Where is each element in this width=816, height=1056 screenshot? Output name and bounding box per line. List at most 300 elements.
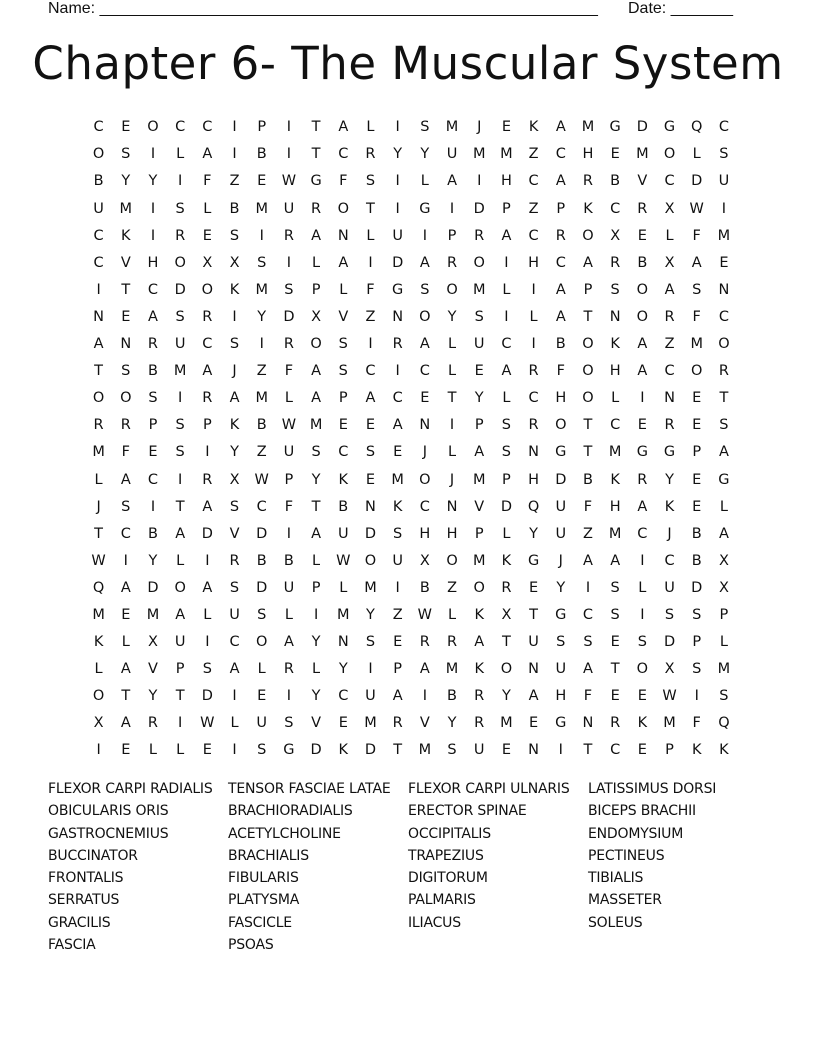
grid-letter[interactable]: T [719, 390, 729, 407]
grid-letter[interactable]: O [555, 417, 567, 434]
grid-letter[interactable]: P [311, 579, 321, 596]
grid-letter[interactable]: O [120, 390, 132, 407]
grid-letter[interactable]: I [531, 281, 536, 298]
grid-letter[interactable]: E [338, 715, 348, 732]
grid-letter[interactable]: S [121, 146, 131, 163]
grid-letter[interactable]: X [501, 606, 512, 623]
grid-letter[interactable]: T [94, 525, 104, 542]
grid-letter[interactable]: Y [257, 308, 267, 325]
grid-letter[interactable]: A [120, 471, 131, 488]
grid-letter[interactable]: B [691, 552, 702, 569]
grid-letter[interactable]: I [422, 688, 427, 705]
grid-letter[interactable]: U [718, 173, 730, 190]
grid-letter[interactable]: M [663, 715, 676, 732]
grid-letter[interactable]: L [257, 661, 266, 678]
grid-letter[interactable]: S [311, 444, 321, 461]
grid-letter[interactable]: L [284, 606, 293, 623]
grid-letter[interactable]: L [420, 173, 429, 190]
grid-letter[interactable]: I [585, 579, 591, 596]
grid-letter[interactable]: L [502, 390, 511, 407]
grid-letter[interactable]: A [120, 715, 131, 732]
grid-letter[interactable]: K [637, 715, 648, 732]
grid-letter[interactable]: M [391, 471, 404, 488]
grid-letter[interactable]: K [474, 661, 484, 678]
grid-letter[interactable]: E [121, 119, 131, 136]
grid-letter[interactable]: W [417, 606, 433, 623]
grid-letter[interactable]: I [694, 688, 699, 705]
grid-letter[interactable]: R [474, 688, 485, 705]
grid-letter[interactable]: A [610, 552, 621, 569]
grid-letter[interactable]: A [528, 688, 539, 705]
grid-letter[interactable]: L [203, 606, 212, 623]
grid-letter[interactable]: I [96, 742, 101, 759]
grid-letter[interactable]: A [691, 254, 702, 271]
grid-letter[interactable]: I [232, 146, 237, 163]
grid-letter[interactable]: O [473, 579, 485, 596]
grid-letter[interactable]: A [555, 281, 566, 298]
grid-letter[interactable]: Y [311, 688, 321, 705]
grid-letter[interactable]: R [202, 308, 213, 325]
grid-letter[interactable]: A [718, 525, 729, 542]
grid-letter[interactable]: L [176, 742, 185, 759]
grid-letter[interactable]: C [365, 363, 376, 380]
grid-letter[interactable]: U [473, 742, 485, 759]
grid-letter[interactable]: S [447, 742, 457, 759]
grid-letter[interactable]: M [445, 661, 459, 678]
grid-letter[interactable]: C [202, 119, 213, 136]
grid-letter[interactable]: N [337, 634, 349, 651]
grid-letter[interactable]: I [286, 119, 292, 136]
grid-letter[interactable]: C [555, 254, 566, 271]
grid-letter[interactable]: N [528, 742, 540, 759]
grid-letter[interactable]: U [528, 634, 539, 651]
grid-letter[interactable]: R [283, 661, 294, 678]
grid-letter[interactable]: I [259, 227, 264, 244]
grid-letter[interactable]: I [205, 444, 210, 461]
grid-letter[interactable]: O [337, 200, 349, 217]
grid-letter[interactable]: D [555, 471, 567, 488]
grid-letter[interactable]: E [692, 498, 702, 515]
grid-letter[interactable]: C [338, 444, 349, 461]
grid-letter[interactable]: C [555, 146, 566, 163]
grid-letter[interactable]: N [718, 281, 730, 298]
grid-letter[interactable]: I [640, 552, 645, 569]
grid-letter[interactable]: I [286, 688, 292, 705]
grid-letter[interactable]: R [582, 173, 593, 190]
grid-letter[interactable]: U [392, 552, 403, 569]
grid-letter[interactable]: E [610, 634, 620, 651]
grid-letter[interactable]: R [283, 227, 294, 244]
grid-letter[interactable]: V [311, 715, 322, 732]
grid-letter[interactable]: L [312, 552, 321, 569]
grid-letter[interactable]: S [175, 444, 185, 461]
grid-letter[interactable]: N [337, 227, 349, 244]
grid-letter[interactable]: Y [311, 471, 321, 488]
grid-letter[interactable]: T [393, 742, 403, 759]
grid-letter[interactable]: B [147, 363, 158, 380]
grid-letter[interactable]: C [175, 119, 186, 136]
grid-letter[interactable]: K [392, 498, 403, 515]
grid-letter[interactable]: R [637, 200, 648, 217]
grid-letter[interactable]: M [445, 119, 459, 136]
grid-letter[interactable]: S [610, 281, 620, 298]
grid-letter[interactable]: X [148, 634, 158, 651]
grid-letter[interactable]: Z [256, 363, 267, 380]
grid-letter[interactable]: I [205, 552, 210, 569]
grid-letter[interactable]: A [311, 227, 322, 244]
grid-letter[interactable]: U [392, 227, 403, 244]
grid-letter[interactable]: C [256, 498, 267, 515]
grid-letter[interactable]: E [338, 417, 348, 434]
grid-letter[interactable]: F [284, 498, 294, 515]
grid-letter[interactable]: I [504, 254, 509, 271]
grid-letter[interactable]: K [691, 742, 702, 759]
grid-letter[interactable]: M [608, 444, 622, 461]
grid-letter[interactable]: S [148, 390, 158, 407]
grid-letter[interactable]: D [691, 173, 703, 190]
grid-letter[interactable]: X [202, 254, 213, 271]
grid-letter[interactable]: S [338, 336, 348, 353]
grid-letter[interactable]: Q [691, 119, 703, 136]
grid-letter[interactable]: O [636, 661, 649, 678]
grid-letter[interactable]: T [447, 390, 457, 407]
grid-letter[interactable]: A [718, 444, 729, 461]
grid-letter[interactable]: U [229, 606, 240, 623]
grid-letter[interactable]: S [257, 606, 267, 623]
grid-letter[interactable]: S [175, 417, 185, 434]
grid-letter[interactable]: P [692, 634, 702, 651]
grid-letter[interactable]: H [609, 363, 621, 380]
grid-letter[interactable]: A [583, 661, 593, 678]
grid-letter[interactable]: V [338, 308, 349, 325]
grid-letter[interactable]: C [229, 634, 240, 651]
grid-letter[interactable]: U [283, 579, 295, 596]
grid-letter[interactable]: R [446, 634, 458, 651]
grid-letter[interactable]: M [636, 146, 649, 163]
grid-letter[interactable]: I [504, 308, 509, 325]
grid-letter[interactable]: K [338, 742, 349, 759]
grid-letter[interactable]: Y [311, 634, 321, 651]
grid-letter[interactable]: G [555, 444, 567, 461]
grid-letter[interactable]: R [147, 336, 158, 353]
grid-letter[interactable]: Y [556, 579, 566, 596]
grid-letter[interactable]: A [419, 336, 430, 353]
grid-letter[interactable]: B [691, 525, 702, 542]
grid-letter[interactable]: T [121, 281, 131, 298]
grid-letter[interactable]: A [501, 227, 512, 244]
grid-letter[interactable]: W [254, 471, 269, 488]
grid-letter[interactable]: L [339, 281, 348, 298]
grid-letter[interactable]: C [120, 525, 131, 542]
grid-letter[interactable]: W [200, 715, 215, 732]
grid-letter[interactable]: L [719, 634, 728, 651]
grid-letter[interactable]: S [284, 281, 294, 298]
grid-letter[interactable]: F [583, 688, 593, 705]
grid-letter[interactable]: A [637, 336, 648, 353]
grid-letter[interactable]: R [202, 471, 213, 488]
grid-letter[interactable]: T [610, 661, 620, 678]
grid-letter[interactable]: C [202, 336, 213, 353]
grid-letter[interactable]: Z [447, 579, 457, 596]
grid-letter[interactable]: I [449, 200, 455, 217]
grid-letter[interactable]: W [336, 552, 351, 569]
grid-letter[interactable]: P [447, 227, 457, 244]
grid-letter[interactable]: R [474, 227, 485, 244]
grid-letter[interactable]: H [419, 525, 431, 542]
grid-letter[interactable]: I [259, 336, 264, 353]
grid-letter[interactable]: T [311, 498, 321, 515]
grid-letter[interactable]: R [501, 579, 512, 596]
grid-letter[interactable]: S [229, 336, 240, 353]
grid-letter[interactable]: K [719, 742, 729, 759]
grid-letter[interactable]: K [338, 471, 349, 488]
grid-letter[interactable]: Y [420, 146, 430, 163]
grid-letter[interactable]: I [531, 336, 536, 353]
grid-letter[interactable]: P [393, 661, 403, 678]
grid-letter[interactable]: O [582, 336, 594, 353]
grid-letter[interactable]: A [447, 173, 457, 190]
grid-letter[interactable]: E [637, 742, 647, 759]
grid-letter[interactable]: S [338, 363, 348, 380]
grid-letter[interactable]: C [637, 525, 648, 542]
grid-letter[interactable]: G [555, 606, 567, 623]
grid-letter[interactable]: E [474, 363, 484, 380]
grid-letter[interactable]: Y [338, 661, 348, 678]
grid-letter[interactable]: X [311, 308, 322, 325]
grid-letter[interactable]: C [419, 498, 430, 515]
grid-letter[interactable]: E [148, 444, 158, 461]
grid-letter[interactable]: P [502, 471, 511, 488]
grid-letter[interactable]: C [718, 308, 729, 325]
grid-letter[interactable]: L [447, 363, 457, 380]
grid-letter[interactable]: S [121, 363, 131, 380]
grid-letter[interactable]: M [500, 146, 513, 163]
grid-letter[interactable]: L [611, 390, 620, 407]
grid-letter[interactable]: W [91, 552, 106, 569]
grid-letter[interactable]: Y [148, 688, 158, 705]
grid-letter[interactable]: M [173, 363, 187, 380]
grid-letter[interactable]: L [447, 336, 457, 353]
grid-letter[interactable]: O [419, 471, 431, 488]
grid-letter[interactable]: A [583, 552, 593, 569]
grid-letter[interactable]: C [501, 336, 512, 353]
grid-letter[interactable]: A [311, 390, 322, 407]
grid-letter[interactable]: V [229, 525, 240, 542]
grid-letter[interactable]: Y [665, 471, 674, 488]
grid-letter[interactable]: C [338, 688, 349, 705]
grid-letter[interactable]: B [582, 471, 593, 488]
grid-letter[interactable]: I [422, 227, 427, 244]
grid-letter[interactable]: E [529, 579, 539, 596]
grid-letter[interactable]: S [583, 634, 593, 651]
grid-letter[interactable]: I [96, 281, 101, 298]
grid-letter[interactable]: E [365, 471, 376, 488]
grid-letter[interactable]: Q [92, 579, 105, 596]
grid-letter[interactable]: P [556, 200, 566, 217]
grid-letter[interactable]: O [446, 552, 458, 569]
grid-letter[interactable]: O [582, 363, 594, 380]
grid-letter[interactable]: V [474, 498, 485, 515]
grid-letter[interactable]: O [419, 308, 431, 325]
grid-letter[interactable]: I [395, 579, 400, 596]
grid-letter[interactable]: T [121, 688, 131, 705]
grid-letter[interactable]: M [364, 715, 377, 732]
grid-letter[interactable]: K [528, 119, 539, 136]
grid-letter[interactable]: N [392, 308, 404, 325]
grid-letter[interactable]: Z [229, 173, 240, 190]
grid-letter[interactable]: A [419, 661, 430, 678]
grid-letter[interactable]: X [93, 715, 104, 732]
grid-letter[interactable]: I [178, 390, 183, 407]
grid-letter[interactable]: S [257, 254, 267, 271]
grid-letter[interactable]: I [123, 552, 128, 569]
grid-letter[interactable]: R [610, 254, 621, 271]
grid-letter[interactable]: A [664, 281, 675, 298]
grid-letter[interactable]: P [311, 281, 321, 298]
grid-letter[interactable]: E [393, 634, 403, 651]
grid-letter[interactable]: E [529, 715, 539, 732]
grid-letter[interactable]: R [474, 715, 485, 732]
grid-letter[interactable]: R [528, 363, 539, 380]
grid-letter[interactable]: L [121, 634, 130, 651]
grid-letter[interactable]: F [692, 715, 701, 732]
grid-letter[interactable]: N [120, 336, 132, 353]
grid-letter[interactable]: H [609, 498, 621, 515]
grid-letter[interactable]: C [528, 173, 539, 190]
grid-letter[interactable]: Y [447, 308, 457, 325]
grid-letter[interactable]: I [178, 715, 183, 732]
grid-letter[interactable]: M [92, 444, 105, 461]
grid-letter[interactable]: A [637, 363, 648, 380]
grid-letter[interactable]: J [232, 363, 237, 380]
grid-letter[interactable]: O [364, 552, 377, 569]
grid-letter[interactable]: R [555, 227, 566, 244]
grid-letter[interactable]: S [229, 579, 240, 596]
grid-letter[interactable]: D [147, 579, 159, 596]
grid-letter[interactable]: S [719, 417, 729, 434]
grid-letter[interactable]: A [120, 661, 131, 678]
grid-letter[interactable]: K [501, 552, 512, 569]
grid-letter[interactable]: O [92, 688, 105, 705]
grid-letter[interactable]: O [174, 254, 186, 271]
grid-letter[interactable]: D [663, 634, 676, 651]
grid-letter[interactable]: L [366, 119, 375, 136]
grid-letter[interactable]: P [692, 444, 702, 461]
grid-letter[interactable]: O [500, 661, 513, 678]
grid-letter[interactable]: K [583, 200, 593, 217]
grid-letter[interactable]: E [121, 308, 131, 325]
grid-letter[interactable]: D [500, 498, 512, 515]
grid-letter[interactable]: S [692, 281, 702, 298]
grid-letter[interactable]: O [718, 336, 730, 353]
grid-letter[interactable]: E [610, 688, 620, 705]
grid-letter[interactable]: Q [718, 715, 730, 732]
grid-letter[interactable]: S [175, 308, 185, 325]
grid-letter[interactable]: L [638, 579, 647, 596]
grid-letter[interactable]: T [583, 308, 593, 325]
grid-letter[interactable]: P [474, 417, 484, 434]
grid-letter[interactable]: U [283, 444, 295, 461]
grid-letter[interactable]: C [610, 200, 621, 217]
grid-letter[interactable]: B [637, 254, 648, 271]
grid-letter[interactable]: I [395, 173, 400, 190]
grid-letter[interactable]: E [202, 742, 212, 759]
grid-letter[interactable]: J [558, 552, 563, 569]
grid-letter[interactable]: S [474, 308, 484, 325]
grid-letter[interactable]: J [449, 471, 455, 488]
grid-letter[interactable]: O [582, 390, 594, 407]
grid-letter[interactable]: L [94, 661, 103, 678]
grid-letter[interactable]: X [229, 471, 240, 488]
grid-letter[interactable]: U [174, 634, 186, 651]
grid-letter[interactable]: I [232, 119, 237, 136]
grid-letter[interactable]: I [286, 254, 292, 271]
grid-letter[interactable]: I [640, 606, 645, 623]
grid-letter[interactable]: B [610, 173, 621, 190]
grid-letter[interactable]: R [202, 390, 213, 407]
grid-letter[interactable]: A [202, 146, 213, 163]
grid-letter[interactable]: M [337, 606, 350, 623]
grid-letter[interactable]: L [719, 498, 728, 515]
grid-letter[interactable]: H [528, 471, 540, 488]
grid-letter[interactable]: R [419, 634, 430, 651]
grid-letter[interactable]: T [311, 146, 321, 163]
grid-letter[interactable]: M [690, 336, 703, 353]
grid-letter[interactable]: D [364, 525, 377, 542]
grid-letter[interactable]: G [555, 715, 567, 732]
grid-letter[interactable]: C [338, 146, 349, 163]
grid-letter[interactable]: A [338, 119, 349, 136]
grid-letter[interactable]: P [338, 390, 348, 407]
grid-letter[interactable]: N [365, 498, 376, 515]
grid-letter[interactable]: O [174, 579, 186, 596]
grid-letter[interactable]: F [692, 227, 701, 244]
grid-letter[interactable]: Y [447, 715, 457, 732]
grid-letter[interactable]: I [368, 661, 373, 678]
grid-letter[interactable]: Z [528, 146, 539, 163]
grid-letter[interactable]: A [474, 444, 485, 461]
grid-letter[interactable]: G [718, 471, 730, 488]
grid-letter[interactable]: I [232, 742, 237, 759]
grid-letter[interactable]: T [366, 200, 375, 217]
grid-letter[interactable]: P [719, 606, 729, 623]
grid-letter[interactable]: B [555, 336, 566, 353]
grid-letter[interactable]: L [339, 579, 348, 596]
grid-letter[interactable]: X [610, 227, 621, 244]
grid-letter[interactable]: I [232, 308, 237, 325]
grid-letter[interactable]: R [664, 417, 675, 434]
grid-letter[interactable]: F [366, 281, 375, 298]
grid-letter[interactable]: E [637, 227, 647, 244]
grid-letter[interactable]: E [420, 390, 430, 407]
grid-letter[interactable]: C [147, 471, 159, 488]
grid-letter[interactable]: A [175, 606, 186, 623]
grid-letter[interactable]: O [256, 634, 268, 651]
grid-letter[interactable]: S [365, 444, 376, 461]
grid-letter[interactable]: X [718, 552, 729, 569]
grid-letter[interactable]: L [502, 281, 511, 298]
grid-letter[interactable]: A [202, 579, 213, 596]
grid-letter[interactable]: S [365, 634, 376, 651]
grid-letter[interactable]: O [310, 336, 322, 353]
grid-letter[interactable]: C [93, 119, 104, 136]
grid-letter[interactable]: J [96, 498, 101, 515]
grid-letter[interactable]: U [174, 336, 186, 353]
grid-letter[interactable]: P [502, 200, 511, 217]
grid-letter[interactable]: R [718, 363, 729, 380]
grid-letter[interactable]: R [120, 417, 131, 434]
grid-letter[interactable]: S [229, 227, 240, 244]
